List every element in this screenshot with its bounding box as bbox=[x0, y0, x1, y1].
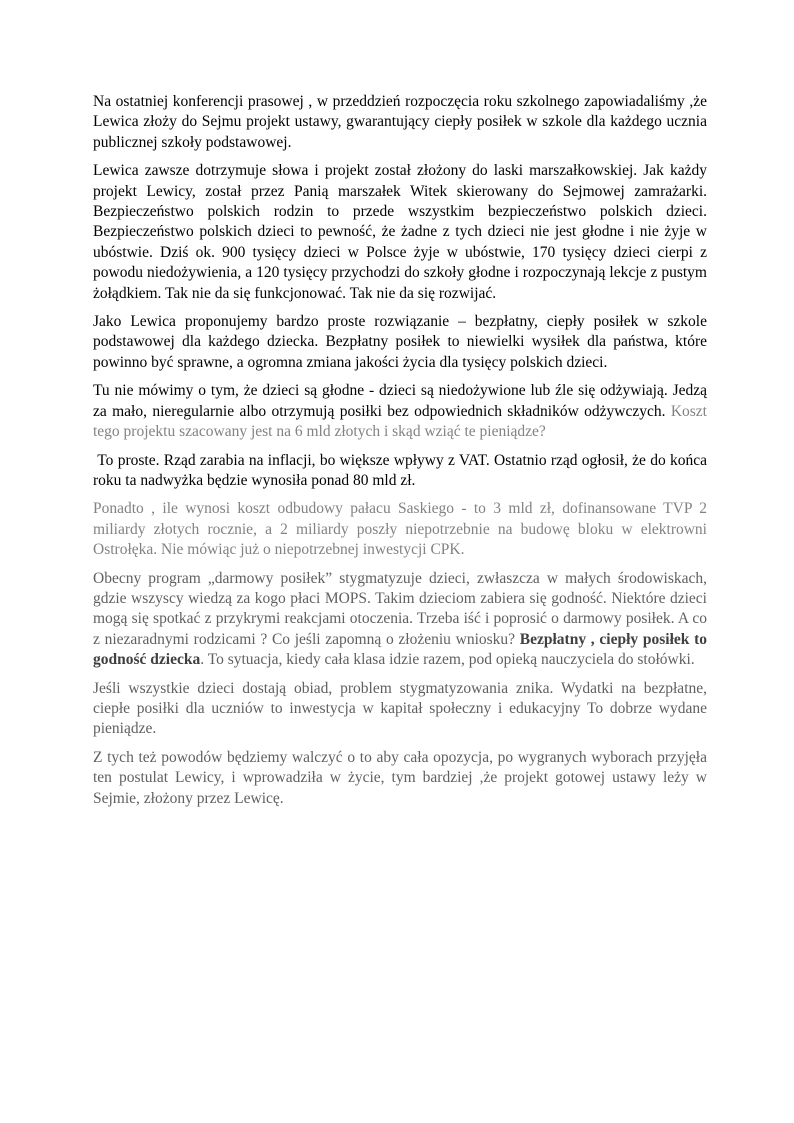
paragraph bbox=[93, 312, 707, 373]
text-run: Jako Lewica proponujemy bardzo proste rozwiązanie – bezpłatny, ciepły posiłek w szkole podstawowej dla każdego dziecka. Bezpłatny posiłek to niewielki wysiłek dla państwa, które powinno być sprawne, a ogromna zmiana jakości życia dla tysięcy polskich dzieci. bbox=[93, 313, 707, 371]
paragraph bbox=[93, 451, 707, 492]
text-run: Z tych też powodów będziemy walczyć o to aby cała opozycja, po wygranych wyborach przyjęła ten postulat Lewicy, i wprowadziła w życie, tym bardziej ,że projekt gotowej ustawy leży w Sejmie, złożony przez Lewicę. bbox=[93, 748, 707, 807]
text-run: Obecny program „darmowy posiłek” stygmatyzuje dzieci, zwłaszcza w małych środowiskach, gdzie wszyscy wiedzą za kogo płaci MOPS. Takim dzieciom zabiera się godność. Niektóre dzieci mogą się spotkać z przykrymi reakcjami otoczenia. Trzeba iść i poprosić o darmowy posiłek. A co z niezaradnymi rodzicami ? Co jeśli zapomną o złożeniu wniosku? bbox=[93, 569, 707, 648]
text-run: Koszt tego projektu szacowany jest na 6 mld złotych i skąd wziąć te pieniądze? bbox=[93, 402, 707, 441]
text-run: Lewica zawsze dotrzymuje słowa i projekt został złożony do laski marszałkowskiej. Jak każdy projekt Lewicy, został przez Panią marszałek Witek skierowany do Sejmowej zamrażarki. Bezpieczeństwo polskich rodzin to przede wszystkim bezpieczeństwo polskich dzieci. Bezpieczeństwo polskich dzieci to pewność, że żadne z tych dzieci nie jest głodne i nie żyje w ubóstwie. Dziś ok. 900 tysięcy dzieci w Polsce żyje w ubóstwie, 170 tysięcy dzieci cierpi z powodu niedożywienia, a 120 tysięcy przychodzi do szkoły głodne i rozpoczynają lekcje z pustym żołądkiem. Tak nie da się funkcjonować. Tak nie da się rozwijać. bbox=[93, 162, 707, 302]
paragraph bbox=[93, 381, 707, 442]
text-run: Na ostatniej konferencji prasowej , w przeddzień rozpoczęcia roku szkolnego zapowiadaliśmy ,że Lewica złoży do Sejmu projekt ustawy, gwarantujący ciepły posiłek w szkole dla każdego ucznia publicznej szkoły podstawowej. bbox=[93, 93, 707, 151]
paragraph bbox=[93, 748, 707, 809]
text-run: . To sytuacja, kiedy cała klasa idzie razem, pod opieką nauczyciela do stołówki. bbox=[200, 651, 695, 669]
text-run: Tu nie mówimy o tym, że dzieci są głodne - dzieci są niedożywione lub źle się odżywiają. Jedzą za mało, nieregularnie albo otrzymują posiłki bez odpowiednich składników odżywczych. bbox=[93, 382, 707, 420]
paragraph bbox=[93, 679, 707, 740]
text-run: Ponadto , ile wynosi koszt odbudowy pałacu Saskiego - to 3 mld zł, dofinansowane TVP 2 miliardy złotych rocznie, a 2 miliardy poszły niepotrzebnie na budowę bloku w elektrowni Ostrołęka. Nie mówiąc już o niepotrzebnej inwestycji CPK. bbox=[93, 500, 707, 559]
paragraph bbox=[93, 92, 707, 153]
text-run: Bezpłatny , ciepły posiłek to godność dziecka bbox=[93, 630, 707, 669]
paragraph bbox=[93, 161, 707, 304]
text-run: Jeśli wszystkie dzieci dostają obiad, problem stygmatyzowania znika. Wydatki na bezpłatne, ciepłe posiłki dla uczniów to inwestycja w kapitał społeczny i edukacyjny To dobrze wydane pieniądze. bbox=[93, 679, 707, 738]
paragraph bbox=[93, 499, 707, 560]
paragraph bbox=[93, 569, 707, 671]
document-body bbox=[93, 92, 707, 817]
text-run: To proste. Rząd zarabia na inflacji, bo większe wpływy z VAT. Ostatnio rząd ogłosił, że do końca roku ta nadwyżka będzie wynosiła ponad 80 mld zł. bbox=[93, 451, 707, 489]
